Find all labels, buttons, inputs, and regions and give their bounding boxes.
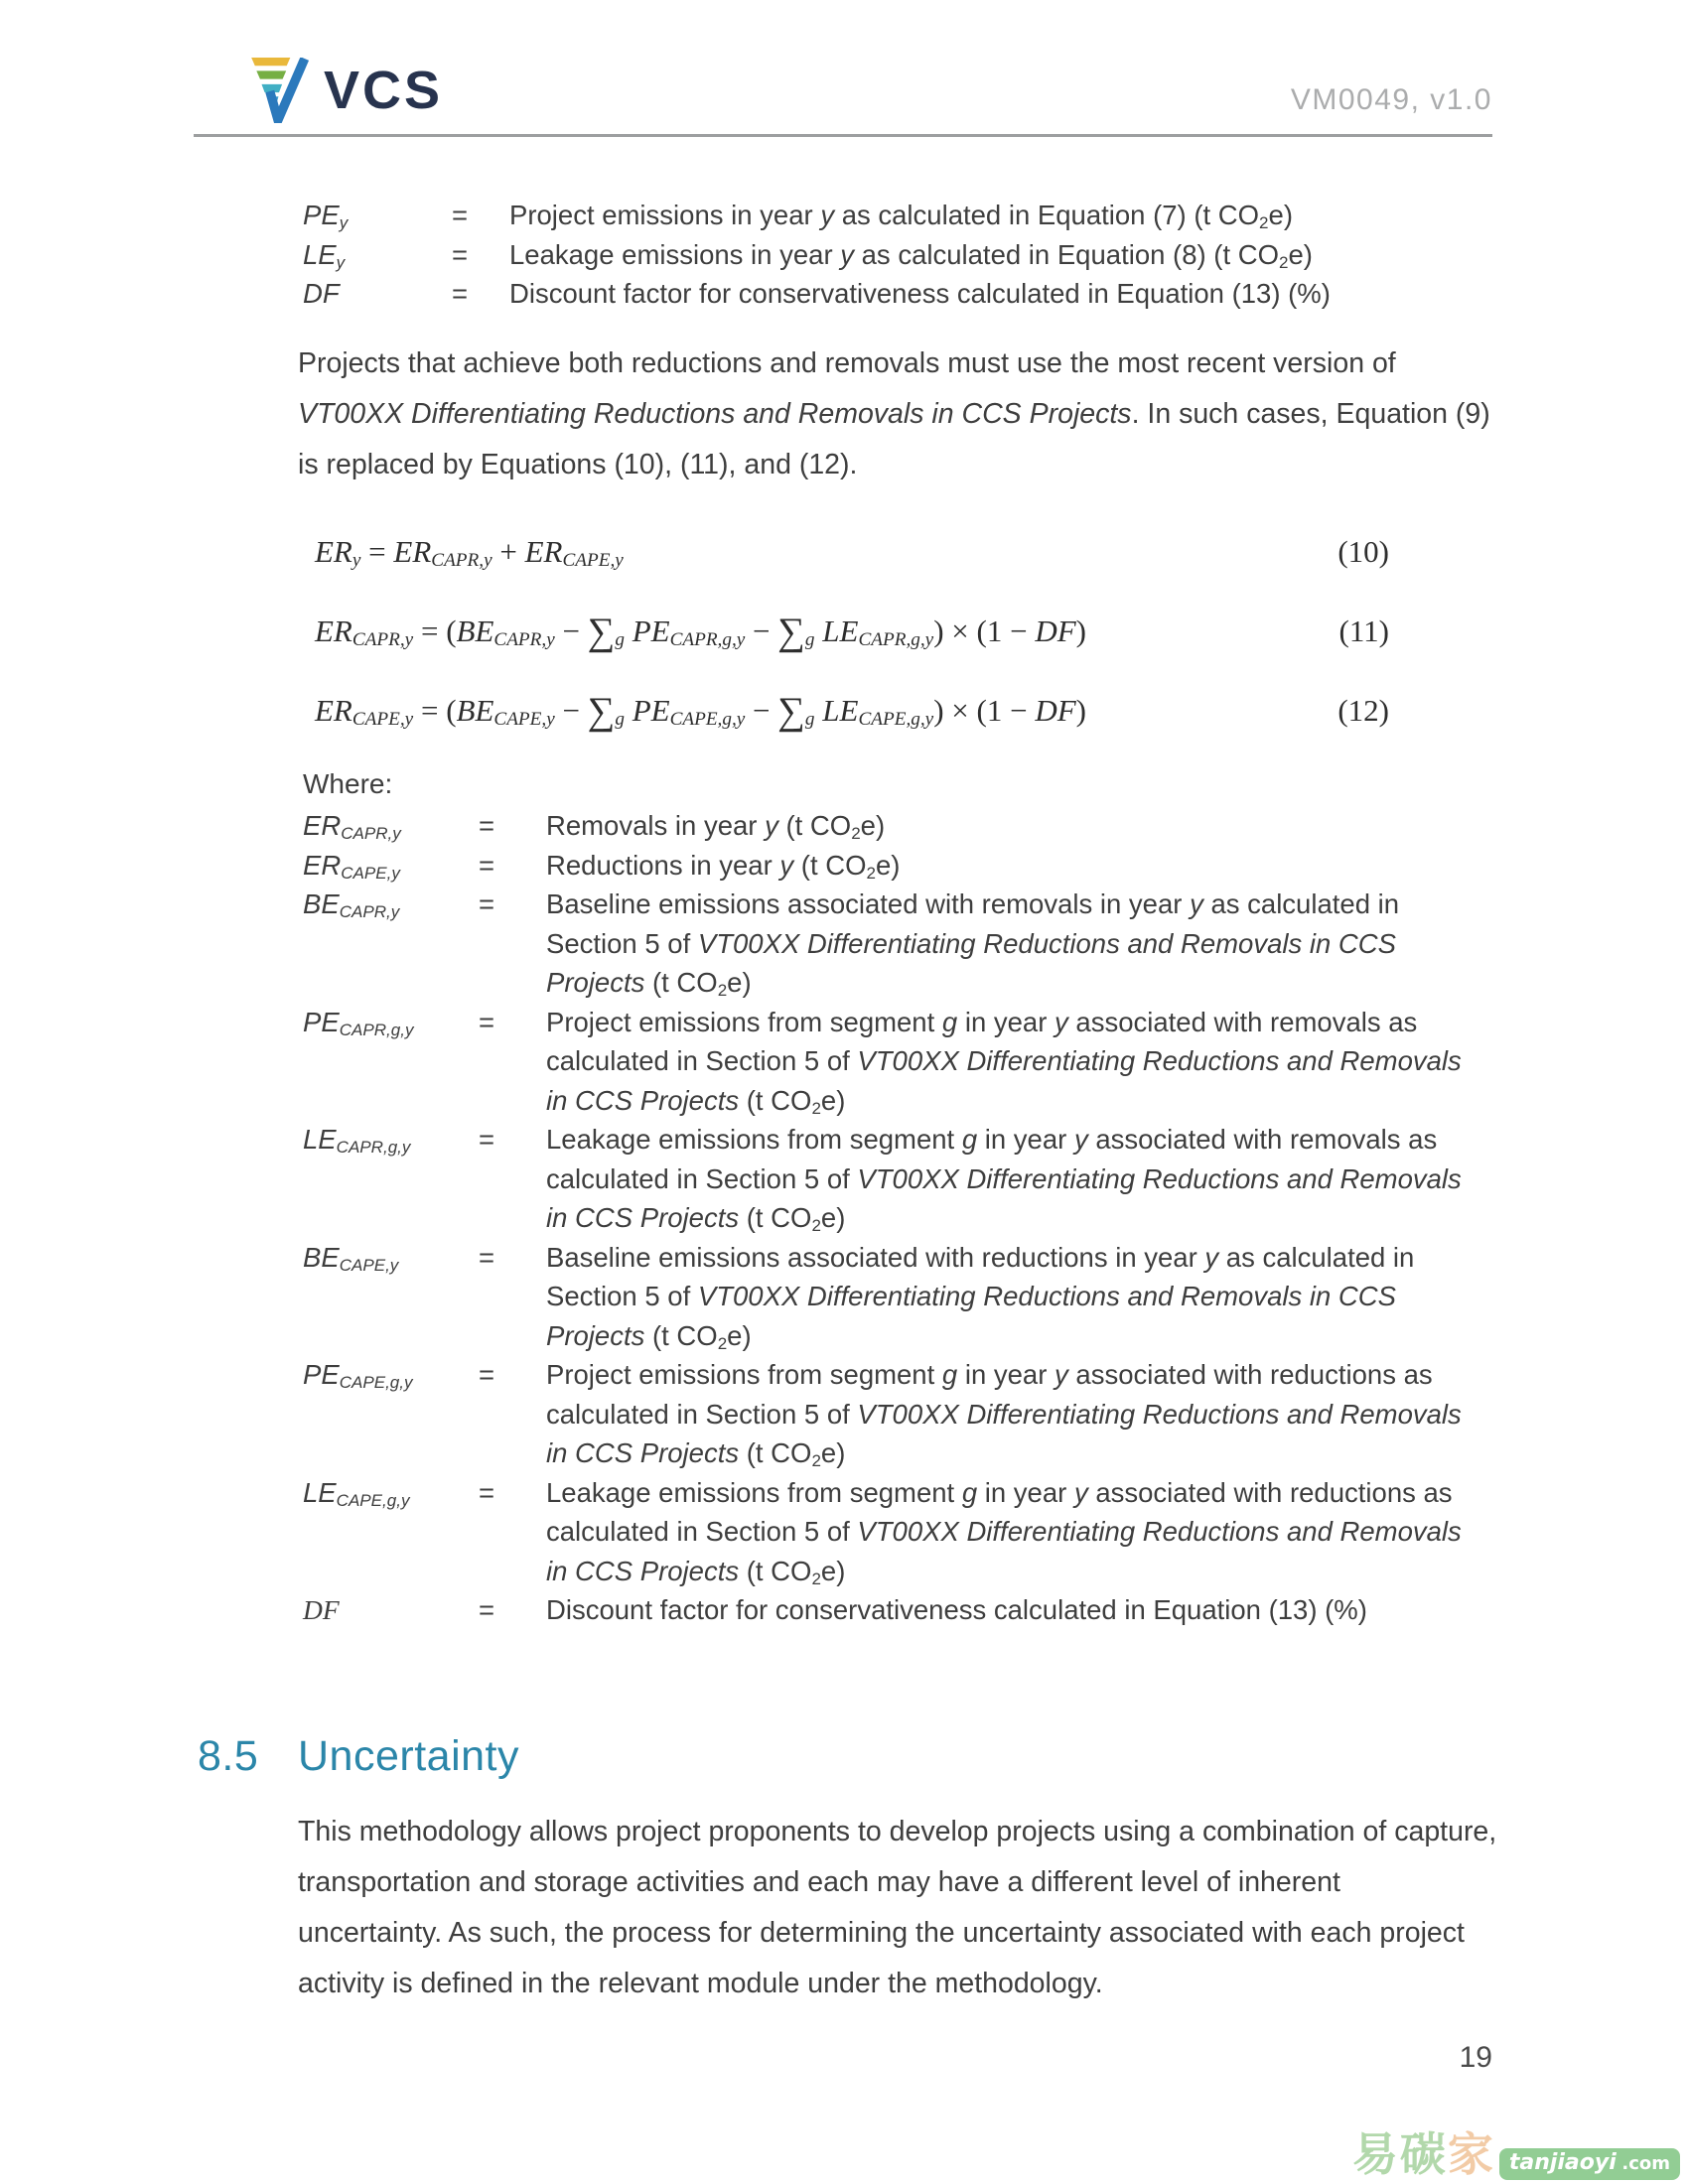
deflist2-term-3: $PE_{CAPR,g,y}$	[303, 1006, 414, 1039]
deflist2-equals-4: =	[479, 1124, 495, 1155]
equation-row-12	[315, 690, 1389, 734]
deflist2-description-3: Project emissions from segment g in year y associated with removals as calculated in Section 5 of VT00XX Differentiating Reductions and Removals in CCS Projects (t $CO_2e$)	[546, 1006, 1462, 1118]
deflist1-equals-1: =	[452, 238, 469, 270]
deflist1-description-1: Leakage emissions in year y as calculated in Equation (8) (t $CO_2e$)	[509, 238, 1313, 272]
watermark-domain-tld: .com	[1621, 2153, 1670, 2174]
deflist2-term-7: $LE_{CAPE,g,y}$	[303, 1476, 410, 1510]
deflist2-term-4: $LE_{CAPR,g,y}$	[303, 1124, 411, 1157]
deflist2-term-6: $PE_{CAPE,g,y}$	[303, 1359, 413, 1392]
watermark-domain-name: tanjiaoyi	[1508, 2150, 1617, 2175]
deflist2-equals-3: =	[479, 1006, 495, 1037]
deflist2-description-0: Removals in year y (t $CO_2e$)	[546, 810, 886, 843]
deflist2-term-5: $BE_{CAPE,y}$	[303, 1241, 399, 1275]
deflist2-term-8: DF	[303, 1594, 340, 1625]
deflist1-description-0: Project emissions in year y as calculated in Equation (7) (t $CO_2e$)	[509, 200, 1293, 232]
deflist1-term-0: $PE_y$	[303, 200, 349, 232]
deflist2-equals-7: =	[479, 1476, 495, 1508]
watermark-domain-badge	[1499, 2148, 1680, 2180]
deflist2-term-1: $ER_{CAPE,y}$	[303, 849, 400, 883]
deflist2-equals-1: =	[479, 849, 495, 881]
deflist2-equals-6: =	[479, 1359, 495, 1390]
equation-label-0: (10)	[1337, 534, 1389, 569]
deflist1-description-2: Discount factor for conservativeness calculated in Equation (13) (%)	[509, 278, 1331, 309]
deflist2-equals-5: =	[479, 1241, 495, 1273]
watermark-char-1: 易	[1351, 2127, 1398, 2181]
section-number: 8.5	[198, 1732, 259, 1780]
equation-body-2: $ER_{CAPE,y} = (BE_{CAPE,y} - \sum_g$ $PE_{CAPE,g,y} - \sum_g$ $LE_{CAPE,g,y}) \times (1 - DF)$	[315, 690, 1086, 734]
deflist1-equals-2: =	[452, 278, 469, 309]
deflist2-equals-0: =	[479, 810, 495, 841]
deflist2-description-7: Leakage emissions from segment g in year y associated with reductions as calculated in Section 5 of VT00XX Differentiating Reductions and Removals in CCS Projects (t $CO_2e$)	[546, 1476, 1462, 1588]
vcs-logo	[248, 58, 443, 123]
uncertainty-paragraph: This methodology allows project proponents to develop projects using a combination of capture, transportation and storage activities and each may have a different level of inherent uncertainty. As such, the process for determining the uncertainty associated with each project activity is defined in the relevant module under the methodology.	[298, 1816, 1497, 1999]
deflist2-description-2: Baseline emissions associated with removals in year y as calculated in Section 5 of VT00XX Differentiating Reductions and Removals in CCS Projects (t $CO_2e$)	[546, 888, 1400, 1000]
equation-label-2: (12)	[1337, 693, 1389, 728]
deflist1-term-1: $LE_y$	[303, 238, 346, 272]
page-number: 19	[1459, 2041, 1492, 2074]
watermark-char-3: 家	[1447, 2127, 1493, 2181]
deflist1-equals-0: =	[452, 200, 469, 230]
intro-paragraph: Projects that achieve both reductions and removals must use the most recent version of VT00XX Differentiating Reductions and Removals in CCS Projects. In such cases, Equation (9) is replaced by Equations (10), (11), and (12).	[298, 347, 1490, 480]
deflist2-description-4: Leakage emissions from segment g in year y associated with removals as calculated in Section 5 of VT00XX Differentiating Reductions and Removals in CCS Projects (t $CO_2e$)	[546, 1124, 1462, 1235]
deflist2-description-5: Baseline emissions associated with reductions in year y as calculated in Section 5 of VT00XX Differentiating Reductions and Removals in CCS Projects (t $CO_2e$)	[546, 1241, 1415, 1353]
deflist2-term-2: $BE_{CAPR,y}$	[303, 888, 400, 921]
deflist1-term-2: DF	[303, 278, 340, 309]
vcs-logo-word: VCS	[324, 61, 444, 120]
header-divider	[194, 134, 1492, 137]
deflist2-description-8: Discount factor for conservativeness calculated in Equation (13) (%)	[546, 1594, 1367, 1625]
equation-row-11	[315, 611, 1389, 654]
definition-list-top	[303, 196, 1534, 314]
section-heading	[198, 1728, 519, 1784]
equation-block	[315, 532, 1389, 770]
document-reference: VM0049, v1.0	[1290, 83, 1492, 116]
watermark-char-2: 碳	[1399, 2127, 1446, 2181]
deflist2-equals-2: =	[479, 888, 495, 919]
deflist2-equals-8: =	[479, 1594, 495, 1625]
deflist2-description-6: Project emissions from segment g in year y associated with reductions as calculated in Section 5 of VT00XX Differentiating Reductions and Removals in CCS Projects (t $CO_2e$)	[546, 1359, 1462, 1470]
watermark	[1352, 2128, 1680, 2180]
equation-row-10	[315, 532, 1389, 572]
equation-label-1: (11)	[1338, 614, 1389, 648]
equation-body-1: $ER_{CAPR,y} = (BE_{CAPR,y} - \sum_g$ $PE_{CAPR,g,y} - \sum_g$ $LE_{CAPR,g,y}) \times (1 - DF)$	[315, 611, 1086, 654]
section-title: Uncertainty	[298, 1732, 519, 1780]
deflist2-description-1: Reductions in year y (t $CO_2e$)	[546, 849, 901, 883]
where-label: Where:	[303, 768, 393, 799]
deflist2-term-0: $ER_{CAPR,y}$	[303, 810, 401, 843]
vcs-logo-icon	[248, 58, 310, 123]
definition-list-where	[303, 806, 1534, 1630]
equation-body-0: $ER_y = ER_{CAPR,y} + ER_{CAPE,y}$	[315, 534, 624, 572]
